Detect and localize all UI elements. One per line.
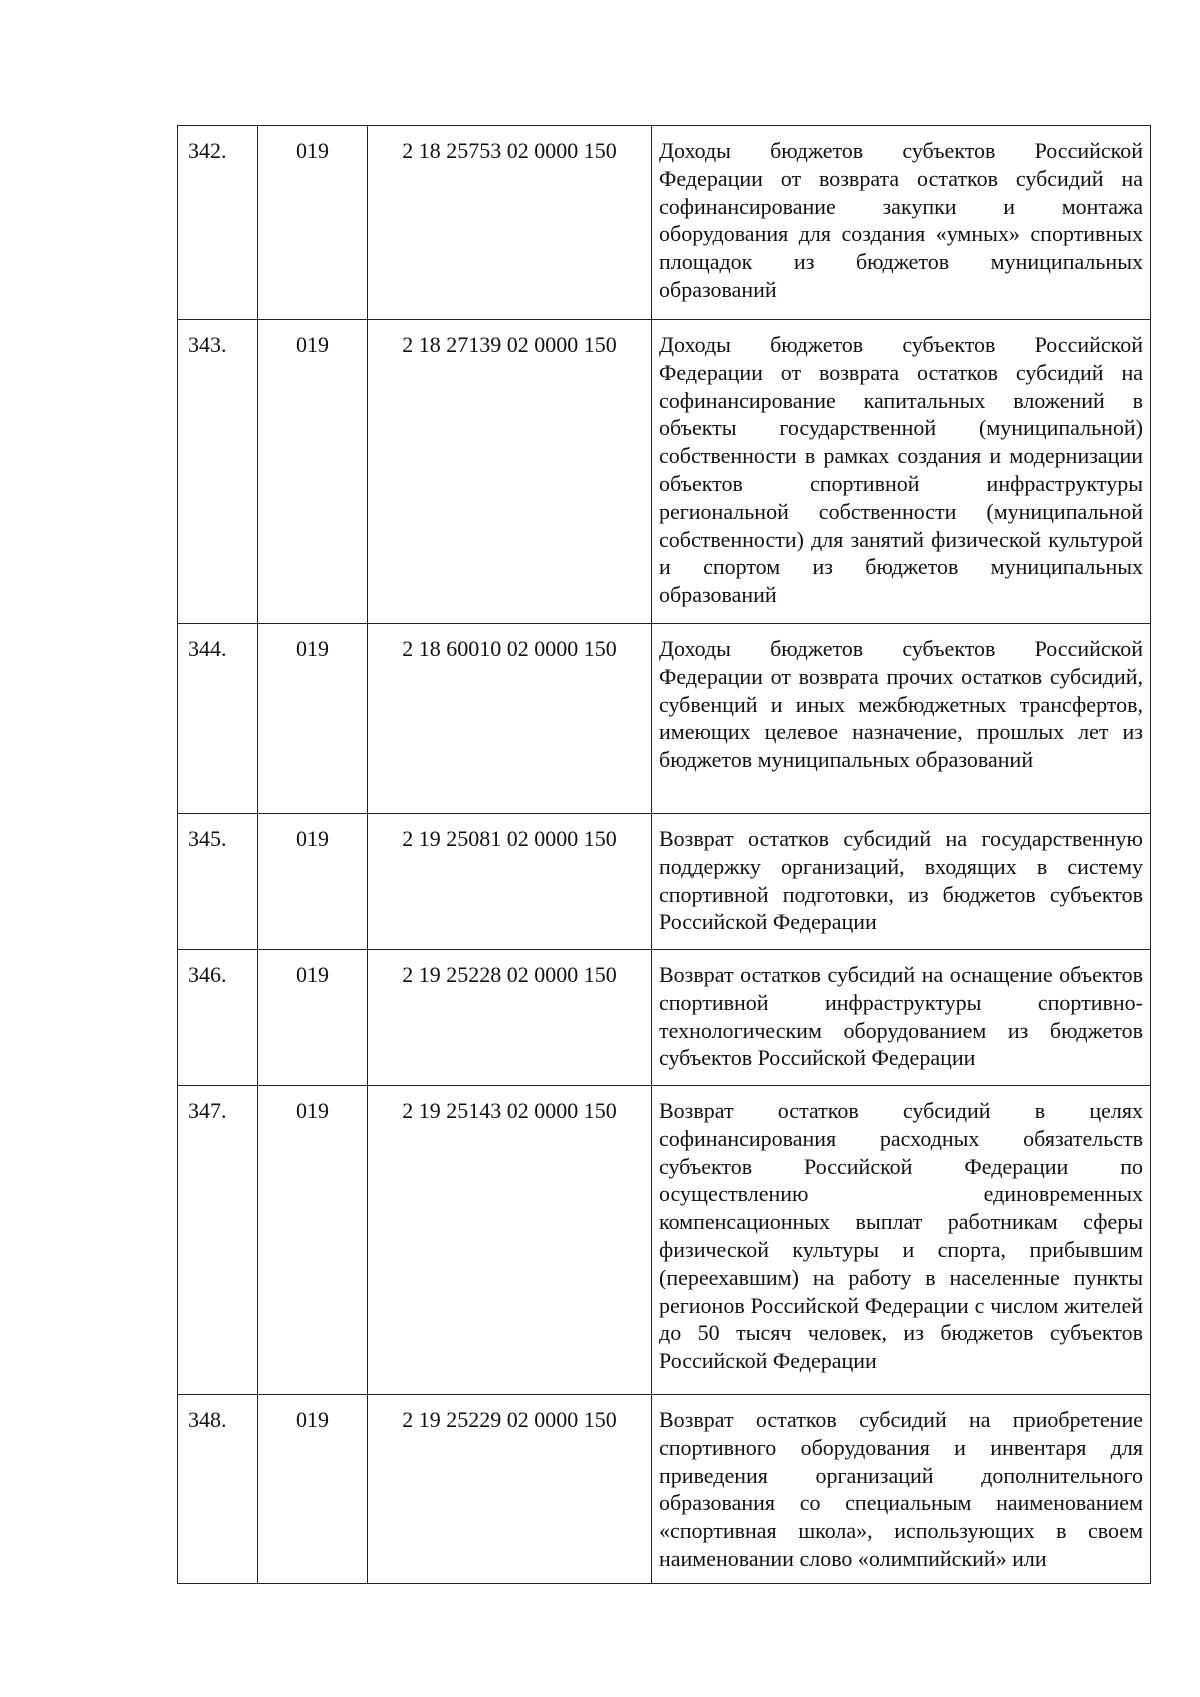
row-number: 343. xyxy=(178,320,258,624)
row-number: 347. xyxy=(178,1086,258,1395)
budget-codes-table xyxy=(177,125,1151,1584)
admin-code: 019 xyxy=(258,950,368,1086)
table-row xyxy=(178,1395,1151,1584)
income-description: Доходы бюджетов субъектов Российской Федерации от возврата прочих остатков субсидий, субвенций и иных межбюджетных трансфертов, имеющих целевое назначение, прошлых лет из бюджетов муниципальных образований xyxy=(652,624,1151,814)
income-description: Возврат остатков субсидий в целях софинансирования расходных обязательств субъектов Российской Федерации по осуществлению единовременных компенсационных выплат работникам сферы физической культуры и спорта, прибывшим (переехавшим) на работу в населенные пункты регионов Российской Федерации с числом жителей до 50 тысяч человек, из бюджетов субъектов Российской Федерации xyxy=(652,1086,1151,1395)
admin-code: 019 xyxy=(258,126,368,320)
row-number: 344. xyxy=(178,624,258,814)
admin-code: 019 xyxy=(258,1086,368,1395)
income-description: Доходы бюджетов субъектов Российской Федерации от возврата остатков субсидий на софинансирование капитальных вложений в объекты государственной (муниципальной) собственности в рамках создания и модернизации объектов спортивной инфраструктуры региональной собственности (муниципальной собственности) для занятий физической культурой и спортом из бюджетов муниципальных образований xyxy=(652,320,1151,624)
admin-code: 019 xyxy=(258,814,368,950)
income-description: Возврат остатков субсидий на оснащение объектов спортивной инфраструктуры спортивно-технологическим оборудованием из бюджетов субъектов Российской Федерации xyxy=(652,950,1151,1086)
table-row xyxy=(178,126,1151,320)
table-row xyxy=(178,814,1151,950)
table-row xyxy=(178,1086,1151,1395)
row-number: 346. xyxy=(178,950,258,1086)
row-number: 342. xyxy=(178,126,258,320)
admin-code: 019 xyxy=(258,1395,368,1584)
table-row xyxy=(178,320,1151,624)
budget-classification-code: 2 19 25143 02 0000 150 xyxy=(368,1086,652,1395)
income-description: Доходы бюджетов субъектов Российской Федерации от возврата остатков субсидий на софинансирование закупки и монтажа оборудования для создания «умных» спортивных площадок из бюджетов муниципальных образований xyxy=(652,126,1151,320)
row-number: 348. xyxy=(178,1395,258,1584)
income-description: Возврат остатков субсидий на государственную поддержку организаций, входящих в систему спортивной подготовки, из бюджетов субъектов Российской Федерации xyxy=(652,814,1151,950)
budget-classification-code: 2 19 25228 02 0000 150 xyxy=(368,950,652,1086)
budget-classification-code: 2 18 60010 02 0000 150 xyxy=(368,624,652,814)
budget-classification-code: 2 19 25081 02 0000 150 xyxy=(368,814,652,950)
budget-classification-code: 2 19 25229 02 0000 150 xyxy=(368,1395,652,1584)
table-row xyxy=(178,624,1151,814)
row-number: 345. xyxy=(178,814,258,950)
admin-code: 019 xyxy=(258,320,368,624)
admin-code: 019 xyxy=(258,624,368,814)
table-row xyxy=(178,950,1151,1086)
income-description: Возврат остатков субсидий на приобретение спортивного оборудования и инвентаря для приведения организаций дополнительного образования со специальным наименованием «спортивная школа», использующих в своем наименовании слово «олимпийский» или xyxy=(652,1395,1151,1584)
budget-classification-code: 2 18 27139 02 0000 150 xyxy=(368,320,652,624)
budget-classification-code: 2 18 25753 02 0000 150 xyxy=(368,126,652,320)
